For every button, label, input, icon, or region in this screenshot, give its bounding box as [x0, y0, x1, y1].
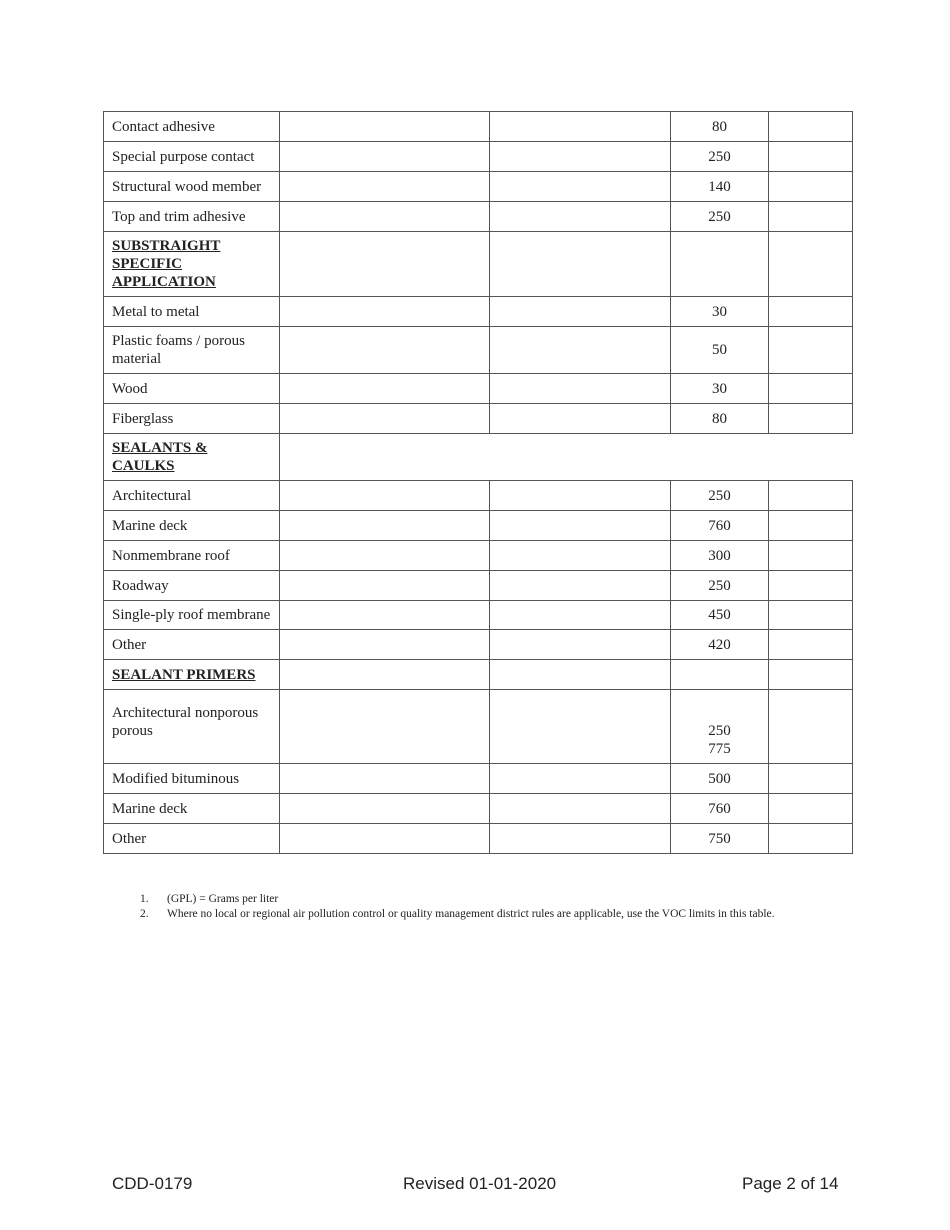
table-row — [104, 541, 853, 571]
voc-limit-cell: 50 — [671, 327, 769, 374]
empty-cell — [769, 794, 853, 824]
empty-cell — [490, 660, 671, 690]
empty-cell — [280, 374, 490, 404]
item-label-cell: Other — [104, 824, 280, 854]
voc-limit-value: 250 — [708, 723, 731, 739]
empty-cell — [671, 660, 769, 690]
table-row — [104, 601, 853, 630]
empty-cell — [280, 630, 490, 660]
empty-cell — [280, 660, 490, 690]
empty-cell — [769, 601, 853, 630]
item-label-cell: Marine deck — [104, 511, 280, 541]
voc-limit-cell: 80 — [671, 404, 769, 434]
voc-limit-value: 775 — [708, 741, 731, 757]
item-label-cell: Single-ply roof membrane — [104, 601, 280, 630]
empty-cell — [490, 824, 671, 854]
empty-cell — [769, 297, 853, 327]
table-body — [104, 112, 853, 854]
table-row — [104, 232, 853, 297]
table-row — [104, 660, 853, 690]
empty-cell — [769, 202, 853, 232]
footnotes — [140, 892, 775, 921]
table-row — [104, 434, 853, 481]
table-row — [104, 481, 853, 511]
empty-cell — [280, 690, 490, 764]
empty-cell — [490, 690, 671, 764]
voc-limit-cell: 250 — [671, 202, 769, 232]
empty-cell — [490, 601, 671, 630]
footnote-number: 1. — [140, 893, 149, 905]
empty-cell — [490, 541, 671, 571]
empty-cell — [490, 630, 671, 660]
empty-cell — [769, 404, 853, 434]
voc-limit-cell: 250 — [671, 142, 769, 172]
footnote-text: (GPL) = Grams per liter — [167, 893, 279, 905]
item-label-cell: Contact adhesive — [104, 112, 280, 142]
table-row — [104, 824, 853, 854]
empty-cell — [769, 660, 853, 690]
footnote-number: 2. — [140, 907, 149, 920]
empty-cell — [490, 142, 671, 172]
empty-cell — [769, 541, 853, 571]
empty-cell — [490, 327, 671, 374]
empty-cell — [490, 764, 671, 794]
voc-limit-cell: 750 — [671, 824, 769, 854]
empty-cell — [769, 142, 853, 172]
empty-cell — [490, 297, 671, 327]
empty-cell — [490, 481, 671, 511]
empty-cell — [280, 202, 490, 232]
empty-cell — [769, 630, 853, 660]
empty-cell — [280, 481, 490, 511]
table-row — [104, 571, 853, 601]
section-header-cell: SEALANT PRIMERS — [104, 660, 280, 690]
empty-cell — [490, 571, 671, 601]
empty-cell — [769, 481, 853, 511]
table-row — [104, 690, 853, 764]
item-label-cell: Other — [104, 630, 280, 660]
table-row — [104, 202, 853, 232]
voc-limit-cell: 250 — [671, 571, 769, 601]
item-label-cell: Plastic foams / porous material — [104, 327, 280, 374]
empty-cell — [280, 404, 490, 434]
voc-limit-cell: 80 — [671, 112, 769, 142]
empty-cell — [280, 172, 490, 202]
item-label-cell: Wood — [104, 374, 280, 404]
empty-cell — [490, 232, 671, 297]
footnote-2 — [140, 907, 775, 922]
voc-limit-cell: 500 — [671, 764, 769, 794]
table-row — [104, 297, 853, 327]
table-row — [104, 764, 853, 794]
voc-limit-cell: 450 — [671, 601, 769, 630]
empty-cell — [280, 541, 490, 571]
empty-cell — [769, 764, 853, 794]
voc-limit-cell: 250 — [671, 481, 769, 511]
empty-cell — [280, 794, 490, 824]
table-row — [104, 142, 853, 172]
item-label-cell: Marine deck — [104, 794, 280, 824]
empty-cell — [280, 434, 853, 481]
empty-cell — [280, 112, 490, 142]
empty-cell — [280, 601, 490, 630]
empty-cell — [280, 764, 490, 794]
voc-limit-cell: 760 — [671, 511, 769, 541]
empty-cell — [769, 571, 853, 601]
voc-limit-cell: 140 — [671, 172, 769, 202]
empty-cell — [769, 112, 853, 142]
item-label-cell: Nonmembrane roof — [104, 541, 280, 571]
item-label-cell: Structural wood member — [104, 172, 280, 202]
item-label-cell: Metal to metal — [104, 297, 280, 327]
empty-cell — [490, 404, 671, 434]
table-row — [104, 112, 853, 142]
empty-cell — [280, 297, 490, 327]
empty-cell — [769, 690, 853, 764]
section-header-cell: SUBSTRAIGHT SPECIFIC APPLICATION — [104, 232, 280, 297]
table-row — [104, 404, 853, 434]
empty-cell — [769, 511, 853, 541]
voc-limit-cell: 30 — [671, 374, 769, 404]
table-row — [104, 172, 853, 202]
item-label-cell: Roadway — [104, 571, 280, 601]
table-row — [104, 511, 853, 541]
table-row — [104, 327, 853, 374]
empty-cell — [769, 327, 853, 374]
table-row — [104, 374, 853, 404]
table-row — [104, 630, 853, 660]
footer-document-id: CDD-0179 — [112, 1174, 193, 1193]
item-label-cell: Top and trim adhesive — [104, 202, 280, 232]
empty-cell — [769, 172, 853, 202]
empty-cell — [490, 374, 671, 404]
voc-limit-cell: 420 — [671, 630, 769, 660]
item-label-cell: Fiberglass — [104, 404, 280, 434]
empty-cell — [280, 511, 490, 541]
voc-limit-cell: 30 — [671, 297, 769, 327]
empty-cell — [769, 374, 853, 404]
empty-cell — [490, 202, 671, 232]
voc-limit-cell: 300 — [671, 541, 769, 571]
empty-cell — [490, 112, 671, 142]
table-row — [104, 794, 853, 824]
empty-cell — [280, 232, 490, 297]
item-label-cell: Architectural — [104, 481, 280, 511]
empty-cell — [671, 232, 769, 297]
voc-limit-cell — [671, 690, 769, 764]
empty-cell — [490, 794, 671, 824]
empty-cell — [280, 142, 490, 172]
voc-limit-cell: 760 — [671, 794, 769, 824]
item-label-cell: Special purpose contact — [104, 142, 280, 172]
voc-limits-table — [103, 111, 853, 854]
footnote-text: Where no local or regional air pollution control or quality management district rules are applicable, use the VOC limits in this table. — [167, 907, 775, 920]
footnote-1 — [140, 892, 775, 907]
empty-cell — [490, 172, 671, 202]
footer-page-number: Page 2 of 14 — [742, 1174, 839, 1193]
item-label-cell: Architectural nonporous porous — [104, 690, 280, 764]
empty-cell — [769, 824, 853, 854]
empty-cell — [280, 327, 490, 374]
empty-cell — [490, 511, 671, 541]
footer-revised-date: Revised 01-01-2020 — [403, 1174, 557, 1193]
item-label-cell: Modified bituminous — [104, 764, 280, 794]
empty-cell — [769, 232, 853, 297]
section-header-cell: SEALANTS & CAULKS — [104, 434, 280, 481]
empty-cell — [280, 824, 490, 854]
empty-cell — [280, 571, 490, 601]
